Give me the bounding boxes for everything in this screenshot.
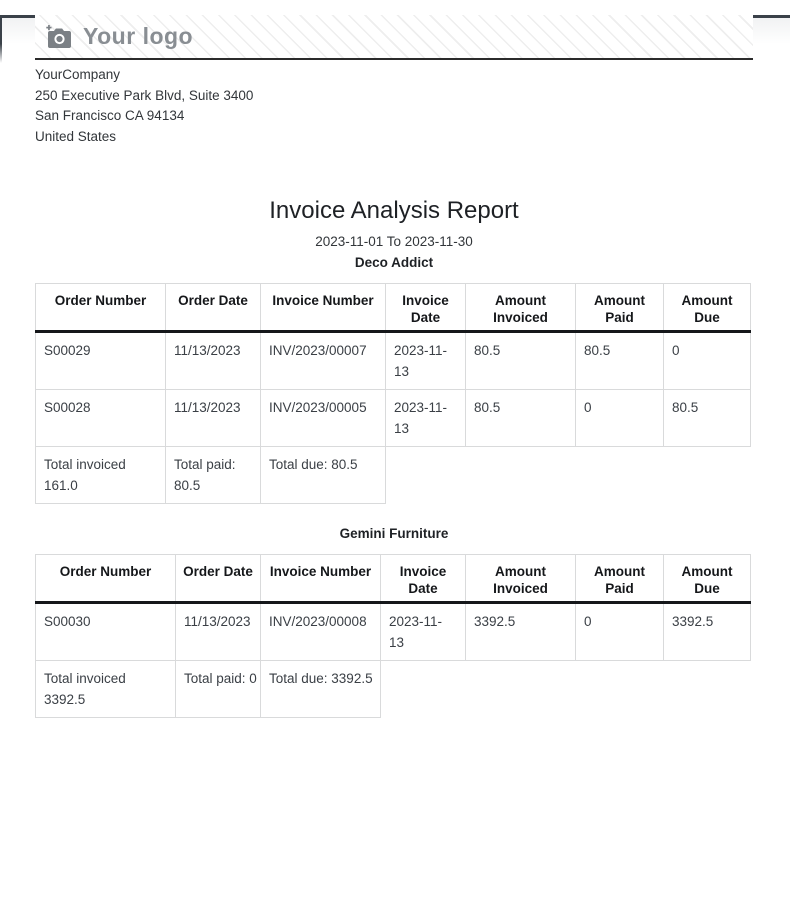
company-name: YourCompany: [35, 67, 121, 82]
logo-text: Your logo: [83, 23, 194, 49]
customer-name: Gemini Furniture: [339, 526, 449, 541]
col-header-amount-invoiced: Amount Invoiced: [466, 555, 576, 603]
total-invoiced: Total invoiced 161.0: [36, 447, 166, 504]
cell-order-number: S00030: [36, 603, 176, 661]
company-logo: [35, 15, 753, 60]
col-header-invoice-number: Invoice Number: [261, 555, 381, 603]
col-header-amount-paid: Amount Paid: [576, 284, 664, 332]
col-header-order-date: Order Date: [176, 555, 261, 603]
invoice-table-gemini-furniture: [35, 554, 751, 718]
col-header-amount-due: Amount Due: [664, 284, 751, 332]
cell-invoice-number: INV/2023/00007: [261, 332, 386, 390]
total-paid: Total paid: 80.5: [166, 447, 261, 504]
cell-invoice-number: INV/2023/00008: [261, 603, 381, 661]
cell-amount-paid: 0: [576, 603, 664, 661]
table-header-row: [36, 284, 751, 332]
invoice-table-deco-addict: [35, 283, 751, 504]
col-header-invoice-number: Invoice Number: [261, 284, 386, 332]
col-header-invoice-date: Invoice Date: [381, 555, 466, 603]
col-header-amount-due: Amount Due: [664, 555, 751, 603]
cell-order-date: 11/13/2023: [166, 390, 261, 447]
company-country: United States: [35, 128, 117, 144]
cell-order-date: 11/13/2023: [176, 603, 261, 661]
table-header-row: [36, 555, 751, 603]
total-due: Total due: 3392.5: [261, 661, 381, 718]
report-page: [0, 15, 790, 718]
company-street: 250 Executive Park Blvd, Suite 3400: [35, 87, 254, 103]
camera-icon: [45, 25, 72, 49]
cell-invoice-date: 2023-11-13: [386, 390, 466, 447]
col-header-order-date: Order Date: [166, 284, 261, 332]
table-row: [36, 390, 751, 447]
cell-invoice-date: 2023-11-13: [381, 603, 466, 661]
table-row: [36, 603, 751, 661]
report-title: Invoice Analysis Report: [269, 197, 519, 224]
total-due: Total due: 80.5: [261, 447, 386, 504]
company-city: San Francisco CA 94134: [35, 108, 185, 123]
cell-amount-due: 3392.5: [664, 603, 751, 661]
cell-amount-paid: 0: [576, 390, 664, 447]
table-total-row: [36, 447, 751, 504]
company-address-block: [35, 65, 753, 147]
cell-amount-invoiced: 80.5: [466, 332, 576, 390]
total-row-spacer: [381, 661, 751, 718]
col-header-order-number: Order Number: [36, 555, 176, 603]
col-header-order-number: Order Number: [36, 284, 166, 332]
cell-amount-due: 80.5: [664, 390, 751, 447]
cell-invoice-date: 2023-11-13: [386, 332, 466, 390]
cell-amount-paid: 80.5: [576, 332, 664, 390]
customer-name: Deco Addict: [354, 255, 434, 270]
col-header-invoice-date: Invoice Date: [386, 284, 466, 332]
cell-invoice-number: INV/2023/00005: [261, 390, 386, 447]
total-paid: Total paid: 0: [176, 661, 261, 718]
total-row-spacer: [386, 447, 751, 504]
cell-order-date: 11/13/2023: [166, 332, 261, 390]
cell-order-number: S00029: [36, 332, 166, 390]
col-header-amount-invoiced: Amount Invoiced: [466, 284, 576, 332]
cell-order-number: S00028: [36, 390, 166, 447]
table-row: [36, 332, 751, 390]
cell-amount-invoiced: 3392.5: [466, 603, 576, 661]
col-header-amount-paid: Amount Paid: [576, 555, 664, 603]
table-total-row: [36, 661, 751, 718]
cell-amount-invoiced: 80.5: [466, 390, 576, 447]
cell-amount-due: 0: [664, 332, 751, 390]
report-date-range: 2023-11-01 To 2023-11-30: [315, 234, 473, 249]
total-invoiced: Total invoiced 3392.5: [36, 661, 176, 718]
